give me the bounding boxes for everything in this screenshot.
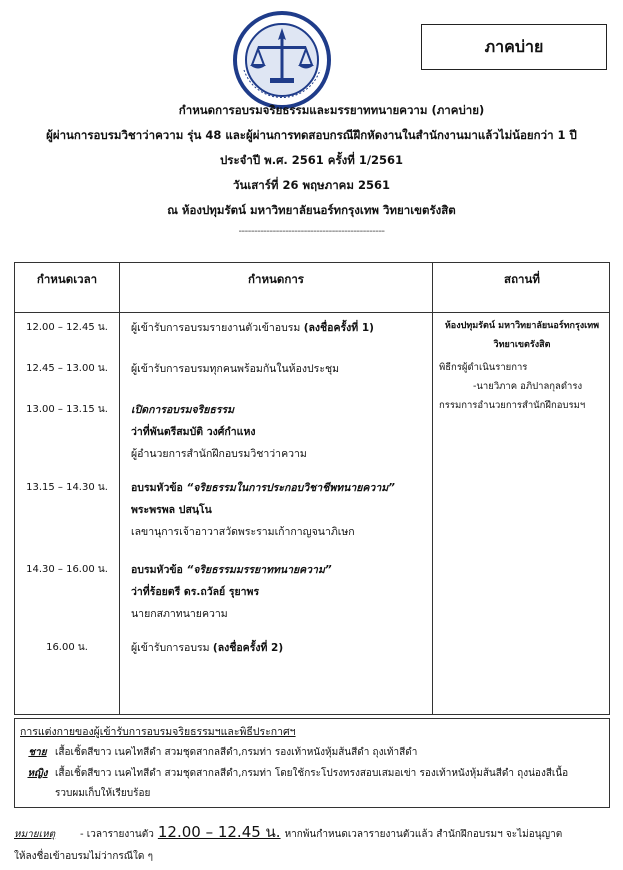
- row-activity: ผู้เข้ารับการอบรม (ลงชื่อครั้งที่ 2): [131, 642, 284, 654]
- row-time: 16.00 น.: [46, 642, 88, 653]
- header-year: ประจำปี พ.ศ. 2561 ครั้งที่ 1/2561: [219, 153, 404, 167]
- dress-code-title: การแต่งกายของผู้เข้ารับการอบรมจริยธรรมฯและพิธีประกาศฯ: [20, 726, 296, 738]
- schedule-table: [14, 262, 610, 715]
- row-time: 12.00 – 12.45 น.: [26, 322, 108, 333]
- header-venue: ณ ห้องปทุมรัตน์ มหาวิทยาลัยนอร์ทกรุงเทพ วิทยาเขตรังสิต: [167, 203, 456, 217]
- column-header-place: สถานที่: [504, 272, 540, 286]
- mc-place: พิธีกรผู้ดำเนินรายการ -นายวิภาค อภิปาลกุลดำรง กรรมการอำนวยการสำนักฝึกอบรมฯ: [439, 362, 586, 411]
- dress-code-male: ชาย เสื้อเชิ้ตสีขาว เนคไทสีดำ สวมชุดสากลสีดำ,กรมท่า รองเท้าหนังหุ้มส้นสีดำ ถุงเท้าสีดำ: [28, 747, 418, 758]
- row-time: 12.45 – 13.00 น.: [26, 363, 108, 374]
- header-date: วันเสาร์ที่ 26 พฤษภาคม 2561: [233, 178, 390, 192]
- note-section: [14, 821, 610, 868]
- column-header-time: กำหนดเวลา: [36, 272, 98, 286]
- note-report-time: 12.00 – 12.45 น.: [157, 823, 281, 841]
- note-prefix: - เวลารายงานตัว: [80, 829, 154, 840]
- lawyers-council-seal-icon: [232, 10, 332, 110]
- note-line2: ให้ลงชื่อเข้าอบรมไม่ว่ากรณีใด ๆ: [14, 851, 153, 862]
- header-title: กำหนดการอบรมจริยธรรมและมรรยาททนายความ (ภาคบ่าย): [178, 103, 485, 117]
- note-label: หมายเหตุ: [14, 829, 56, 840]
- row-time: 14.30 – 16.00 น.: [26, 564, 108, 575]
- row-activity: อบรมหัวข้อ “จริยธรรมมรรยาททนายความ” ว่าที่ร้อยตรี ดร.ถวัลย์ รุยาพร นายกสภาทนายความ: [131, 564, 332, 620]
- afternoon-session-box: ภาคบ่าย: [421, 24, 607, 70]
- dress-code-female-cont: รวบผมเก็บให้เรียบร้อย: [55, 788, 151, 799]
- row-activity: อบรมหัวข้อ “จริยธรรมในการประกอบวิชาชีพทนายความ” พระพรพล ปสนฺโน เลขานุการเจ้าอาวาสวัดพระรามเก้ากาญจนาภิเษก: [131, 482, 395, 538]
- venue-place: ห้องปทุมรัตน์ มหาวิทยาลัยนอร์ทกรุงเทพ วิทยาเขตรังสิต: [444, 321, 600, 350]
- column-header-activity: กำหนดการ: [248, 272, 304, 286]
- row-time: 13.00 – 13.15 น.: [26, 404, 108, 415]
- row-activity: เปิดการอบรมจริยธรรม ว่าที่พันตรีสมบัติ วงศ์กำแหง ผู้อำนวยการสำนักฝึกอบรมวิชาว่าความ: [131, 404, 307, 460]
- row-time: 13.15 – 14.30 น.: [26, 482, 108, 493]
- header-separator: -----------------------------------------------: [238, 226, 385, 237]
- document-header: [0, 98, 623, 241]
- note-suffix: หากพ้นกำหนดเวลารายงานตัวแล้ว สำนักฝึกอบรมฯ จะไม่อนุญาต: [284, 829, 563, 840]
- dress-code-female: หญิง เสื้อเชิ้ตสีขาว เนคไทสีดำ สวมชุดสากลสีดำ,กรมท่า โดยใช้กระโปรงทรงสอบเสมอเข่า รองเท้าหนังหุ้มส้นสีดำ ถุงน่องสีเนื้อ: [27, 768, 569, 779]
- row-activity: ผู้เข้ารับการอบรมรายงานตัวเข้าอบรม (ลงชื่อครั้งที่ 1): [131, 322, 374, 334]
- row-activity: ผู้เข้ารับการอบรมทุกคนพร้อมกันในห้องประชุม: [131, 363, 340, 375]
- dress-code-box: [14, 718, 610, 808]
- header-participants: ผู้ผ่านการอบรมวิชาว่าความ รุ่น 48 และผู้ผ่านการทดสอบกรณีฝึกหัดงานในสำนักงานมาแล้วไม่น้อยกว่า 1 ปี: [46, 128, 577, 142]
